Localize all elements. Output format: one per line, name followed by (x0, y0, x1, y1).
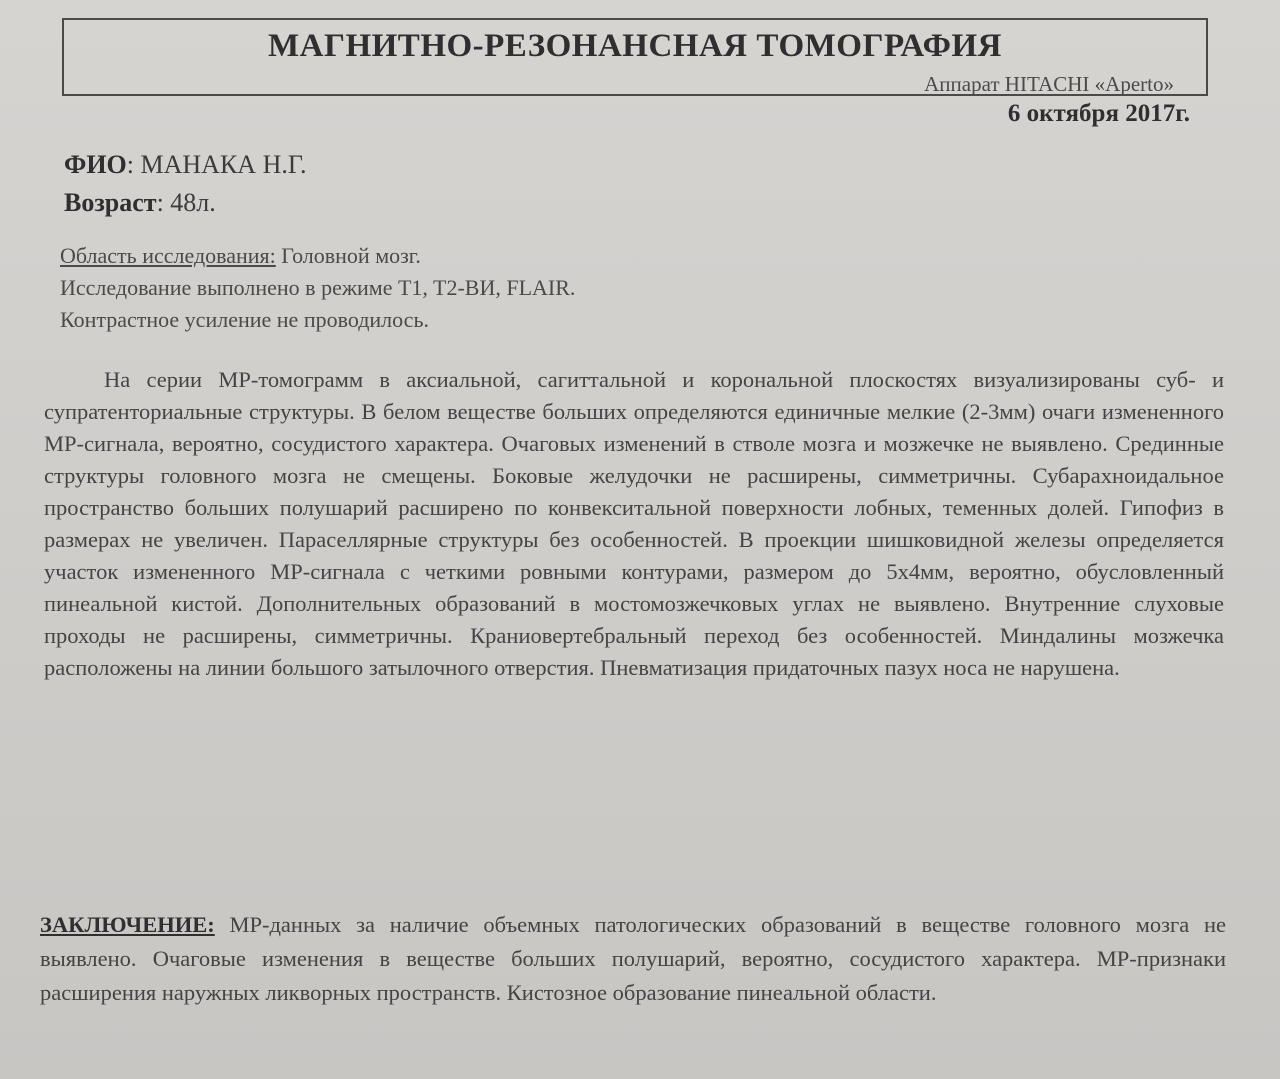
header-box (62, 18, 1208, 96)
conclusion-label: ЗАКЛЮЧЕНИЕ: (40, 912, 215, 937)
study-area-line (60, 240, 575, 272)
patient-name-label: ФИО (64, 150, 127, 179)
conclusion-block (40, 908, 1226, 1010)
patient-name-line (64, 146, 306, 184)
study-contrast: Контрастное усиление не проводилось. (60, 307, 429, 332)
document-title: МАГНИТНО-РЕЗОНАНСНАЯ ТОМОГРАФИЯ (268, 28, 1002, 64)
patient-age-value: : 48л. (156, 188, 216, 217)
patient-name-value: : МАНАКА Н.Г. (126, 150, 307, 179)
study-mode: Исследование выполнено в режиме T1, T2-ВИ, FLAIR. (60, 275, 576, 300)
patient-info (64, 146, 306, 222)
findings-paragraph: На серии МР-томограмм в аксиальной, сагиттальной и корональной плоскостях визуализированы суб- и супратенториальные структуры. В белом веществе больших определяются единичные мелкие (2-3мм) очаги измененного МР-сигнала, вероятно, сосудистого характера. Очаговых изменений в стволе мозга и мозжечке не выявлено. Срединные структуры головного мозга не смещены. Боковые желудочки не расширены, симметричны. Субарахноидальное пространство больших полушарий расширено по конвекситальной поверхности лобных, теменных долей. Гипофиз в размерах не увеличен. Параселлярные структуры без особенностей. В проекции шишковидной железы определяется участок измененного МР-сигнала с четкими ровными контурами, размером до 5х4мм, вероятно, обусловленный пинеальной кистой. Дополнительных образований в мостомозжечковых углах не выявлено. Внутренние слуховые проходы не расширены, симметричны. Краниовертебральный переход без особенностей. Миндалины мозжечка расположены на линии большого затылочного отверстия. Пневматизация придаточных пазух носа не нарушена. (44, 367, 1224, 680)
patient-age-line (64, 184, 306, 222)
study-meta (60, 240, 575, 336)
report-date: 6 октября 2017г. (1007, 100, 1190, 127)
study-area-label: Область исследования: (60, 243, 276, 268)
conclusion-text: МР-данных за наличие объемных патологических образований в веществе головного мозга не выявлено. Очаговые изменения в веществе больших полушарий, вероятно, сосудистого характера. МР-признаки расширения наружных ликворных пространств. Кистозное образование пинеальной области. (40, 912, 1226, 1005)
patient-age-label: Возраст (64, 188, 157, 217)
study-area-value: Головной мозг. (275, 243, 421, 268)
device-name: Аппарат HITACHI «Aperto» (924, 72, 1174, 96)
